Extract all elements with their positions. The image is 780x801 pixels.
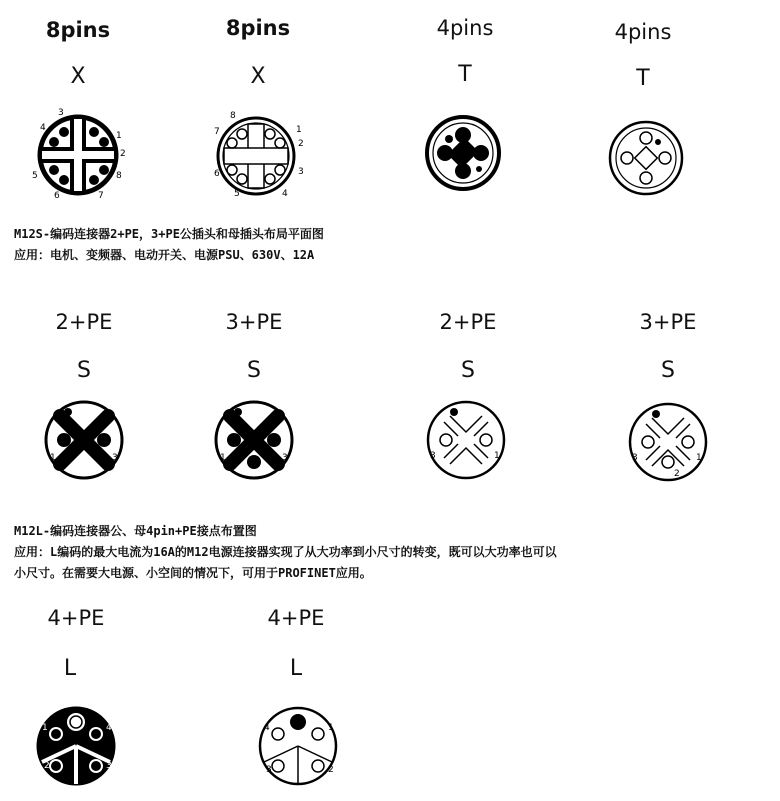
- connector-1-pin-count: 8pins: [45, 18, 111, 42]
- pin-number: 2: [298, 139, 304, 149]
- pin-number: 5: [234, 189, 240, 199]
- connector-2-coding: X: [250, 64, 266, 89]
- connector-2-pin-count: 8pins: [225, 16, 291, 40]
- pin-number: 2: [44, 761, 50, 771]
- pin-number: 4: [106, 723, 112, 733]
- pin-number: 1: [42, 723, 48, 733]
- s-coded-3pe-male-face: [212, 398, 296, 482]
- connector-5-pin-count: 2+PE: [55, 310, 113, 334]
- pin-number: 6: [214, 169, 220, 179]
- s-coded-3pe-female-face: [626, 400, 710, 484]
- connector-4-pin-count: 4pins: [614, 20, 672, 44]
- pin-number: 1: [328, 723, 334, 733]
- pin-number: 2: [674, 469, 680, 479]
- pin-number: 1: [296, 125, 302, 135]
- t-coded-male-face: [423, 113, 503, 193]
- caption-m12l-application: 应用：L编码的最大电流为16A的M12电源连接器实现了从大功率到小尺寸的转变，既可以大功率也可以: [14, 545, 557, 559]
- pin-number: 1: [494, 451, 500, 461]
- pin-number: 3: [266, 765, 272, 775]
- connector-10-pin-count: 4+PE: [267, 606, 325, 630]
- pin-number: 5: [32, 171, 38, 181]
- connector-3-pin-count: 4pins: [436, 16, 494, 40]
- pin-number: 7: [98, 191, 104, 201]
- pin-number: 7: [214, 127, 220, 137]
- caption-m12l-title: M12L-编码连接器公、母4pin+PE接点布置图: [14, 524, 257, 538]
- caption-m12l-application-cont: 小尺寸。在需要大电源、小空间的情况下，可用于PROFINET应用。: [14, 566, 372, 580]
- pin-number: 3: [106, 761, 112, 771]
- pin-number: 3: [298, 167, 304, 177]
- connector-6-coding: S: [247, 358, 261, 383]
- connector-6-pin-count: 3+PE: [225, 310, 283, 334]
- pin-number: 2: [120, 149, 126, 159]
- pin-number: 8: [230, 111, 236, 121]
- s-coded-2pe-male-face: [42, 398, 126, 482]
- connector-1-coding: X: [70, 64, 86, 89]
- connector-8-coding: S: [661, 358, 675, 383]
- connector-8-pin-count: 3+PE: [639, 310, 697, 334]
- pin-number: 4: [40, 123, 46, 133]
- connector-3-coding: T: [458, 62, 472, 87]
- connector-10-coding: L: [289, 656, 303, 681]
- caption-m12s-title: M12S-编码连接器2+PE，3+PE公插头和母插头布局平面图: [14, 227, 324, 241]
- pin-number: 3: [430, 451, 436, 461]
- pin-number: 8: [116, 171, 122, 181]
- pin-number: 1: [696, 453, 702, 463]
- pin-number: 3: [58, 108, 64, 118]
- pin-number: 4: [264, 723, 270, 733]
- connector-5-coding: S: [77, 358, 91, 383]
- pin-number: 3: [632, 453, 638, 463]
- connector-9-pin-count: 4+PE: [47, 606, 105, 630]
- l-coded-female-face: [256, 704, 340, 788]
- pin-number: 3: [112, 453, 118, 463]
- connector-7-coding: S: [461, 358, 475, 383]
- l-coded-male-face: [34, 704, 118, 788]
- x-coded-male-face: [32, 108, 126, 201]
- connector-4-coding: T: [636, 66, 650, 91]
- pin-number: 2: [328, 765, 334, 775]
- caption-m12s-application: 应用：电机、变频器、电动开关、电源PSU、630V、12A: [14, 248, 315, 262]
- pin-number: 4: [282, 189, 288, 199]
- pin-number: 6: [54, 191, 60, 201]
- s-coded-2pe-female-face: [424, 398, 508, 482]
- x-coded-female-face: [212, 112, 302, 202]
- pin-number: 1: [50, 453, 56, 463]
- t-coded-female-face: [606, 118, 686, 198]
- pin-number: 3: [282, 453, 288, 463]
- connector-7-pin-count: 2+PE: [439, 310, 497, 334]
- connector-9-coding: L: [63, 656, 77, 681]
- pin-number: 1: [116, 131, 122, 141]
- pin-number: 1: [220, 453, 226, 463]
